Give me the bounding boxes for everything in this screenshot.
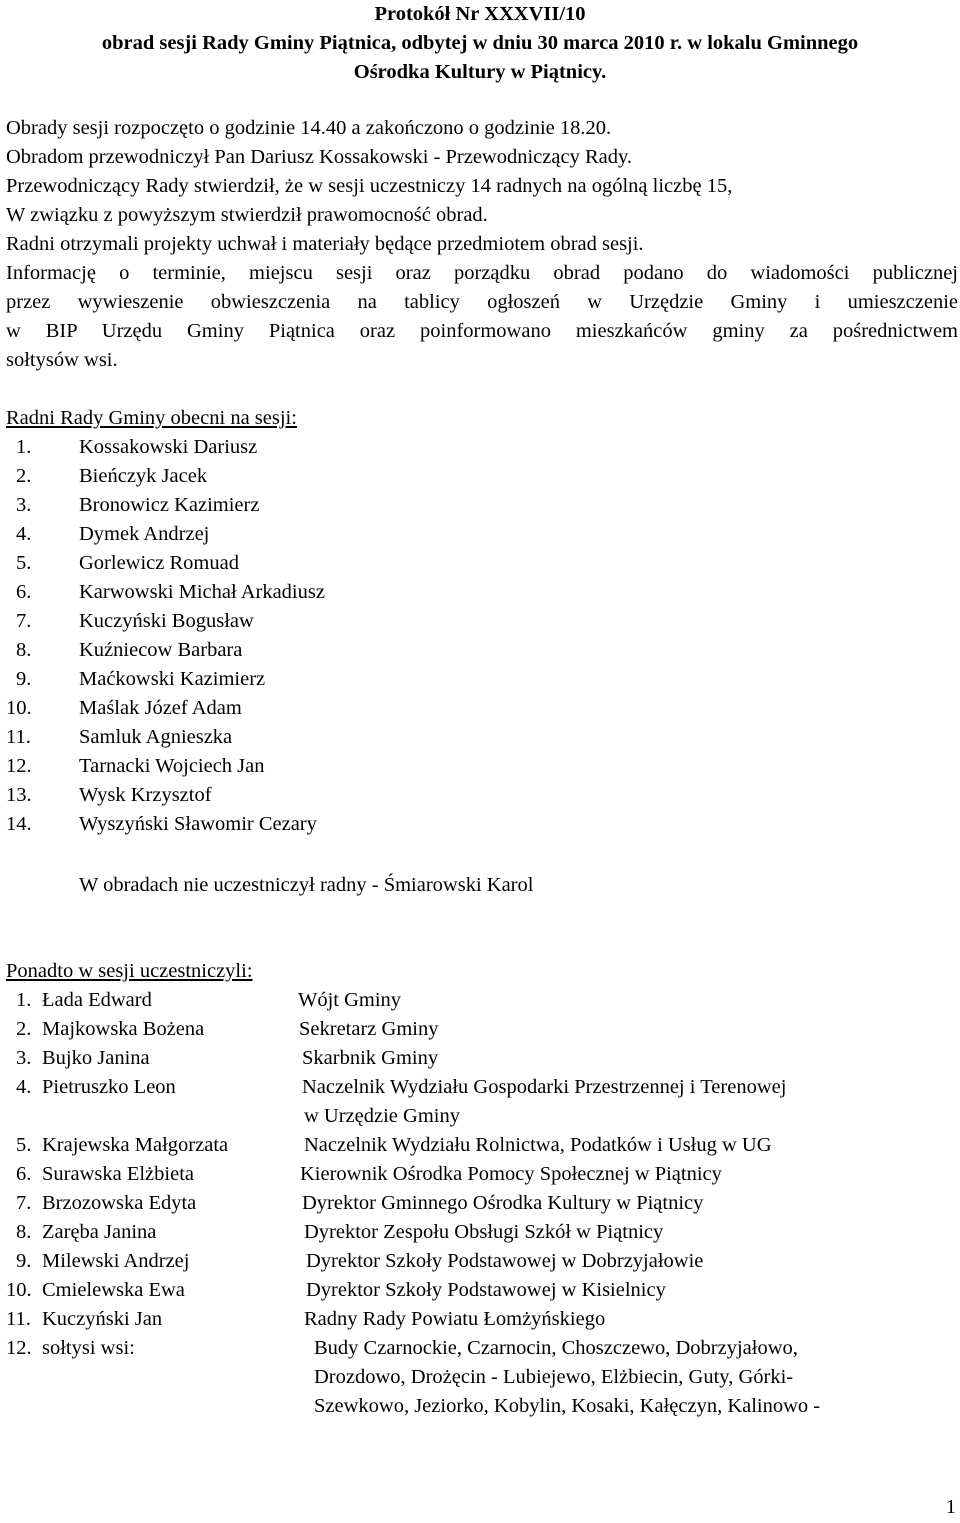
list-item-number: 2.: [16, 465, 32, 487]
list-item-number: 10.: [6, 1279, 32, 1301]
list-item-number: 10.: [6, 697, 32, 719]
list-item-number: 11.: [6, 726, 31, 748]
intro-line-5: Radni otrzymali projekty uchwał i materiały będące przedmiotem obrad sesji.: [6, 233, 644, 255]
list-item-number: 7.: [16, 1192, 32, 1214]
list-item-name: Tarnacki Wojciech Jan: [79, 755, 265, 777]
intro-line-8: w BIP Urzędu Gminy Piątnica oraz poinformowano mieszkańców gminy za pośrednictwem: [6, 320, 958, 342]
list-item-number: 11.: [6, 1308, 31, 1330]
list-item-name: Dymek Andrzej: [79, 523, 210, 545]
list-item-number: 5.: [16, 1134, 32, 1156]
list-item-number: 1.: [16, 989, 32, 1011]
participant-name: Cmielewska Ewa: [42, 1279, 185, 1301]
title-line-3: Ośrodka Kultury w Piątnicy.: [353, 61, 607, 83]
participant-role-continued: Szewkowo, Jeziorko, Kobylin, Kosaki, Kałęczyn, Kalinowo -: [314, 1395, 821, 1417]
list-item-number: 4.: [16, 523, 32, 545]
participant-name: Łada Edward: [42, 989, 152, 1011]
participant-role: Naczelnik Wydziału Rolnictwa, Podatków i Usług w UG: [304, 1134, 772, 1156]
list-item-name: Bieńczyk Jacek: [79, 465, 208, 487]
participants-heading: Ponadto w sesji uczestniczyli:: [6, 960, 253, 982]
list-item-number: 4.: [16, 1076, 32, 1098]
intro-line-4: W związku z powyższym stwierdził prawomocność obrad.: [6, 204, 488, 226]
list-item-name: Bronowicz Kazimierz: [79, 494, 260, 516]
list-item-number: 9.: [16, 668, 32, 690]
list-item-name: Karwowski Michał Arkadiusz: [79, 581, 325, 603]
participant-name: Zaręba Janina: [42, 1221, 157, 1243]
participant-role: Skarbnik Gminy: [302, 1047, 439, 1069]
intro-line-2: Obradom przewodniczył Pan Dariusz Kossakowski - Przewodniczący Rady.: [6, 146, 633, 168]
participant-role: Dyrektor Gminnego Ośrodka Kultury w Piątnicy: [302, 1192, 704, 1214]
participant-role: Wójt Gminy: [298, 989, 402, 1011]
participant-name: Majkowska Bożena: [42, 1018, 205, 1040]
list-item-number: 6.: [16, 581, 32, 603]
list-item-number: 1.: [16, 436, 32, 458]
list-item-number: 5.: [16, 552, 32, 574]
list-item-name: Kuczyński Bogusław: [79, 610, 254, 632]
participant-role: Radny Rady Powiatu Łomżyńskiego: [304, 1308, 606, 1330]
participant-name: Surawska Elżbieta: [42, 1163, 194, 1185]
participant-name: Kuczyński Jan: [42, 1308, 163, 1330]
participant-role-continued: w Urzędzie Gminy: [304, 1105, 460, 1127]
list-item-number: 3.: [16, 1047, 32, 1069]
participant-name: Krajewska Małgorzata: [42, 1134, 229, 1156]
intro-line-6: Informację o terminie, miejscu sesji oraz porządku obrad podano do wiadomości publicznej: [6, 262, 958, 284]
participant-role: Naczelnik Wydziału Gospodarki Przestrzennej i Terenowej: [302, 1076, 787, 1098]
list-item-number: 2.: [16, 1018, 32, 1040]
participant-role: Dyrektor Szkoły Podstawowej w Dobrzyjałowie: [306, 1250, 704, 1272]
title-line-2: obrad sesji Rady Gminy Piątnica, odbytej w dniu 30 marca 2010 r. w lokalu Gminnego: [101, 32, 859, 54]
intro-line-7: przez wywieszenie obwieszczenia na tablicy ogłoszeń w Urzędzie Gminy i umieszczenie: [6, 291, 958, 313]
list-item-number: 6.: [16, 1163, 32, 1185]
councillors-heading: Radni Rady Gminy obecni na sesji:: [6, 407, 297, 429]
intro-line-9: sołtysów wsi.: [6, 349, 118, 371]
page-number: 1: [945, 1496, 956, 1518]
absent-note: W obradach nie uczestniczył radny - Śmiarowski Karol: [79, 874, 534, 896]
list-item-number: 13.: [6, 784, 32, 806]
participant-role: Kierownik Ośrodka Pomocy Społecznej w Piątnicy: [300, 1163, 722, 1185]
participant-role: Dyrektor Szkoły Podstawowej w Kisielnicy: [306, 1279, 666, 1301]
list-item-number: 8.: [16, 639, 32, 661]
list-item-name: Gorlewicz Romuad: [79, 552, 239, 574]
list-item-name: Wyszyński Sławomir Cezary: [79, 813, 317, 835]
list-item-number: 9.: [16, 1250, 32, 1272]
participant-name: sołtysi wsi:: [42, 1337, 135, 1359]
participant-role: Sekretarz Gminy: [299, 1018, 439, 1040]
participant-role-continued: Drozdowo, Drożęcin - Lubiejewo, Elżbiecin, Guty, Górki-: [314, 1366, 794, 1388]
participant-name: Pietruszko Leon: [42, 1076, 176, 1098]
list-item-number: 12.: [6, 1337, 32, 1359]
participant-name: Milewski Andrzej: [42, 1250, 190, 1272]
list-item-name: Wysk Krzysztof: [79, 784, 212, 806]
title-line-1: Protokół Nr XXXVII/10: [374, 3, 586, 25]
participant-role: Dyrektor Zespołu Obsługi Szkół w Piątnicy: [304, 1221, 664, 1243]
list-item-number: 12.: [6, 755, 32, 777]
participant-role: Budy Czarnockie, Czarnocin, Choszczewo, Dobrzyjałowo,: [314, 1337, 798, 1359]
list-item-number: 3.: [16, 494, 32, 516]
participant-name: Brzozowska Edyta: [42, 1192, 197, 1214]
list-item-name: Maćkowski Kazimierz: [79, 668, 266, 690]
list-item-name: Kuźniecow Barbara: [79, 639, 243, 661]
list-item-name: Maślak Józef Adam: [79, 697, 242, 719]
list-item-number: 7.: [16, 610, 32, 632]
participant-name: Bujko Janina: [42, 1047, 150, 1069]
list-item-number: 14.: [6, 813, 32, 835]
list-item-name: Kossakowski Dariusz: [79, 436, 258, 458]
list-item-name: Samluk Agnieszka: [79, 726, 233, 748]
list-item-number: 8.: [16, 1221, 32, 1243]
intro-line-1: Obrady sesji rozpoczęto o godzinie 14.40 a zakończono o godzinie 18.20.: [6, 117, 612, 139]
intro-line-3: Przewodniczący Rady stwierdził, że w sesji uczestniczy 14 radnych na ogólną liczbę 15,: [6, 175, 733, 197]
